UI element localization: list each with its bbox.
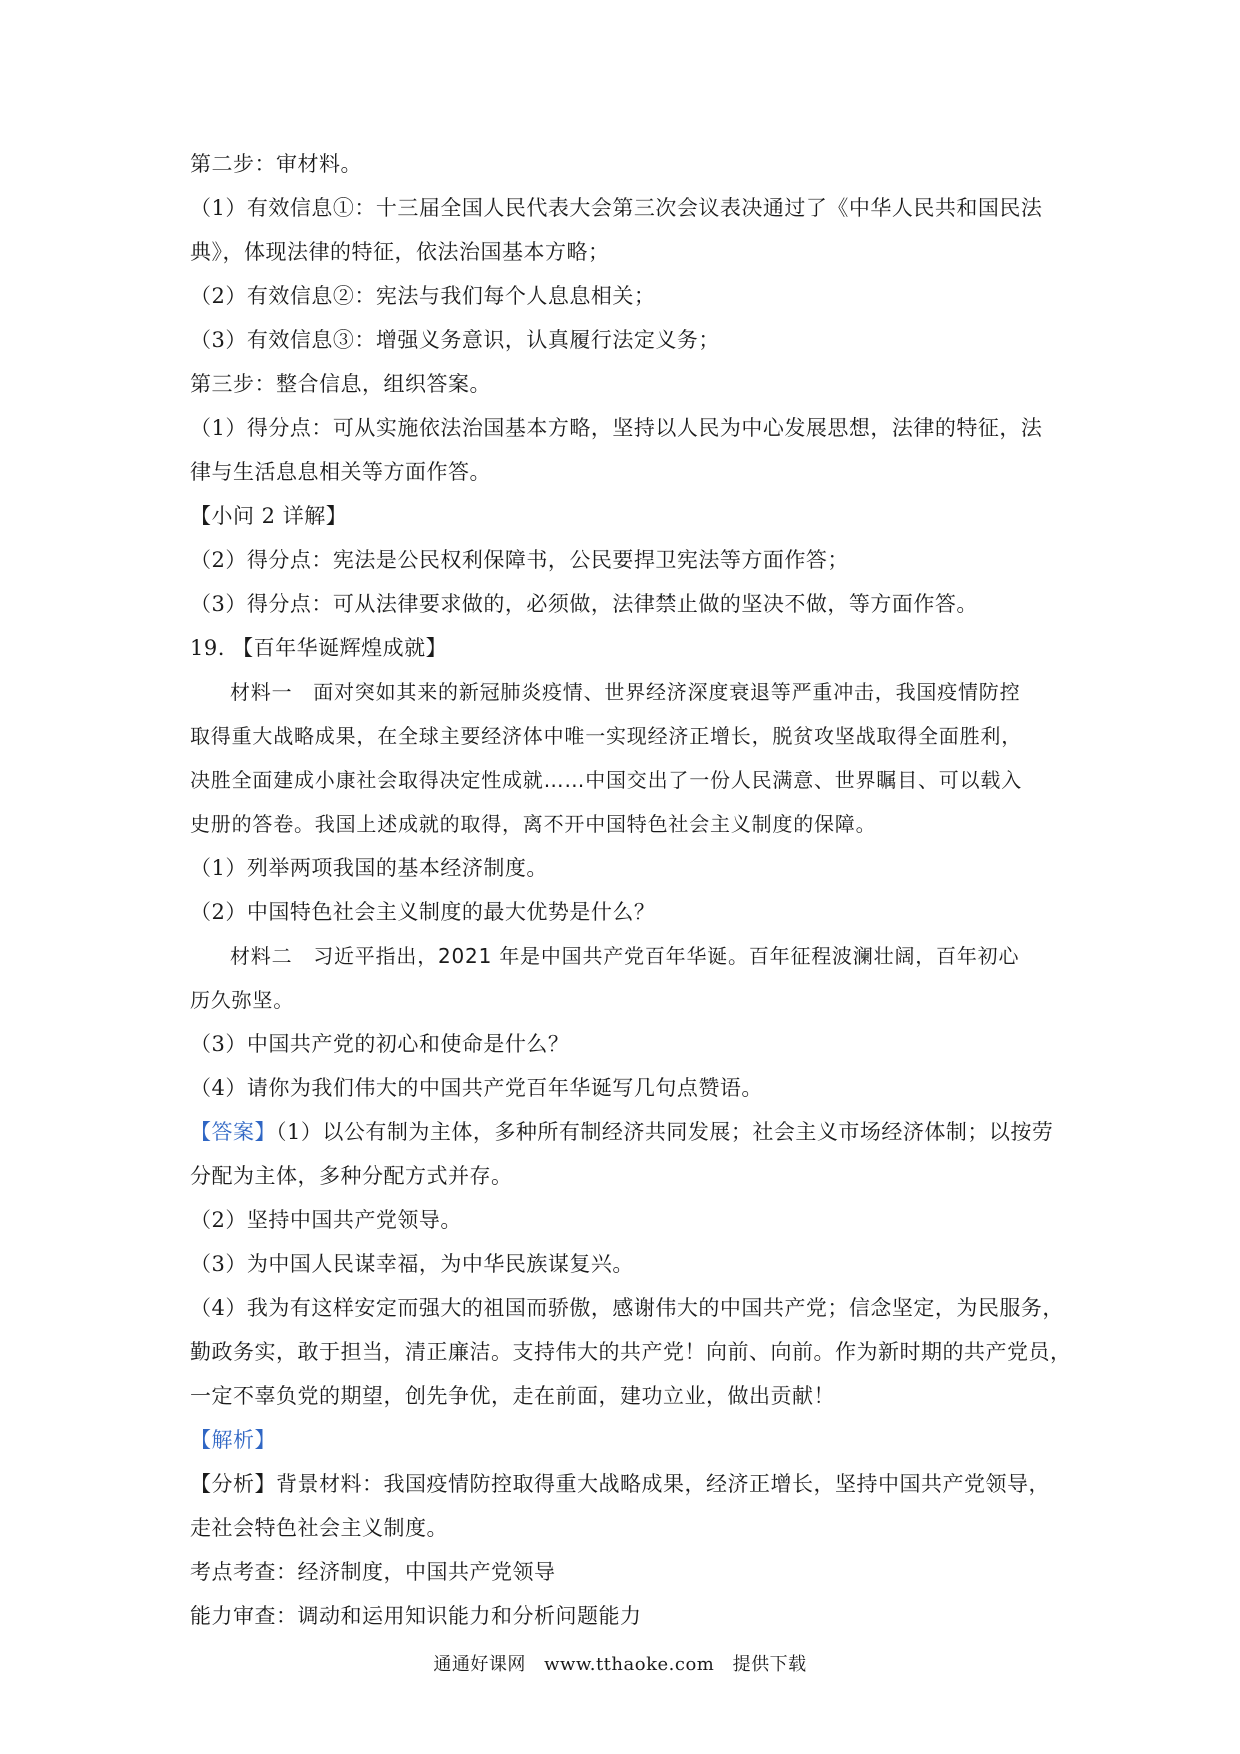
analysis-tag: 【解析】 bbox=[190, 1428, 276, 1452]
text-line: （2）有效信息②：宪法与我们每个人息息相关； bbox=[190, 284, 656, 308]
text-line: 第三步：整合信息，组织答案。 bbox=[190, 372, 491, 396]
material-line: 材料二 习近平指出，2021 年是中国共产党百年华诞。百年征程波澜壮阔，百年初心 bbox=[230, 944, 1020, 968]
sub-question: （4）请你为我们伟大的中国共产党百年华诞写几句点赞语。 bbox=[190, 1076, 763, 1100]
material-line: 决胜全面建成小康社会取得决定性成就……中国交出了一份人民满意、世界瞩目、可以载入 bbox=[190, 768, 1022, 792]
material-line: 历久弥坚。 bbox=[190, 988, 294, 1012]
page-footer bbox=[0, 1650, 1240, 1676]
answer-tag: 【答案】 bbox=[190, 1120, 276, 1144]
section-heading: 【小问 2 详解】 bbox=[190, 504, 348, 528]
material-line: 取得重大战略成果，在全球主要经济体中唯一实现经济正增长，脱贫攻坚战取得全面胜利， bbox=[190, 724, 1022, 748]
analysis-line: 【分析】背景材料：我国疫情防控取得重大战略成果，经济正增长，坚持中国共产党领导， bbox=[190, 1472, 1050, 1496]
text-line: （1）有效信息①：十三届全国人民代表大会第三次会议表决通过了《中华人民共和国民法 bbox=[190, 196, 1043, 220]
answer-line: 勤政务实，敢于担当，清正廉洁。支持伟大的共产党！向前、向前。作为新时期的共产党员， bbox=[190, 1340, 1072, 1364]
document-body bbox=[190, 142, 1072, 1638]
question-title: 19. 【百年华诞辉煌成就】 bbox=[190, 636, 448, 660]
answer-line: （2）坚持中国共产党领导。 bbox=[190, 1208, 462, 1232]
text-line: 典》，体现法律的特征，依法治国基本方略； bbox=[190, 240, 610, 264]
sub-question: （3）中国共产党的初心和使命是什么？ bbox=[190, 1032, 570, 1056]
material-line: 材料一 面对突如其来的新冠肺炎疫情、世界经济深度衰退等严重冲击，我国疫情防控 bbox=[230, 680, 1021, 704]
text-line: 律与生活息息相关等方面作答。 bbox=[190, 460, 491, 484]
analysis-line: 考点考查：经济制度，中国共产党领导 bbox=[190, 1560, 556, 1584]
analysis-line: 走社会特色社会主义制度。 bbox=[190, 1516, 448, 1540]
answer-line: 一定不辜负党的期望，创先争优，走在前面，建功立业，做出贡献！ bbox=[190, 1384, 835, 1408]
analysis-line: 能力审查：调动和运用知识能力和分析问题能力 bbox=[190, 1604, 642, 1628]
footer-tail: 提供下载 bbox=[732, 1654, 807, 1675]
footer-site: 通通好课网 bbox=[433, 1654, 526, 1675]
answer-line: （3）为中国人民谋幸福，为中华民族谋复兴。 bbox=[190, 1252, 634, 1276]
text-line: （1）得分点：可从实施依法治国基本方略，坚持以人民为中心发展思想，法律的特征，法 bbox=[190, 416, 1043, 440]
material-line: 史册的答卷。我国上述成就的取得，离不开中国特色社会主义制度的保障。 bbox=[190, 812, 877, 836]
sub-question: （2）中国特色社会主义制度的最大优势是什么？ bbox=[190, 900, 656, 924]
text-line: （2）得分点：宪法是公民权利保障书，公民要捍卫宪法等方面作答； bbox=[190, 548, 849, 572]
footer-url[interactable]: www.tthaoke.com bbox=[544, 1654, 715, 1675]
answer-line: 分配为主体，多种分配方式并存。 bbox=[190, 1164, 513, 1188]
answer-line: （4）我为有这样安定而强大的祖国而骄傲，感谢伟大的中国共产党；信念坚定，为民服务， bbox=[190, 1296, 1064, 1320]
text-line: （3）有效信息③：增强义务意识，认真履行法定义务； bbox=[190, 328, 720, 352]
sub-question: （1）列举两项我国的基本经济制度。 bbox=[190, 856, 548, 880]
answer-text: （1）以公有制为主体，多种所有制经济共同发展；社会主义市场经济体制；以按劳 bbox=[276, 1120, 1054, 1144]
answer-line bbox=[190, 1110, 1060, 1154]
text-line: （3）得分点：可从法律要求做的，必须做，法律禁止做的坚决不做，等方面作答。 bbox=[190, 592, 978, 616]
text-line: 第二步：审材料。 bbox=[190, 152, 362, 176]
